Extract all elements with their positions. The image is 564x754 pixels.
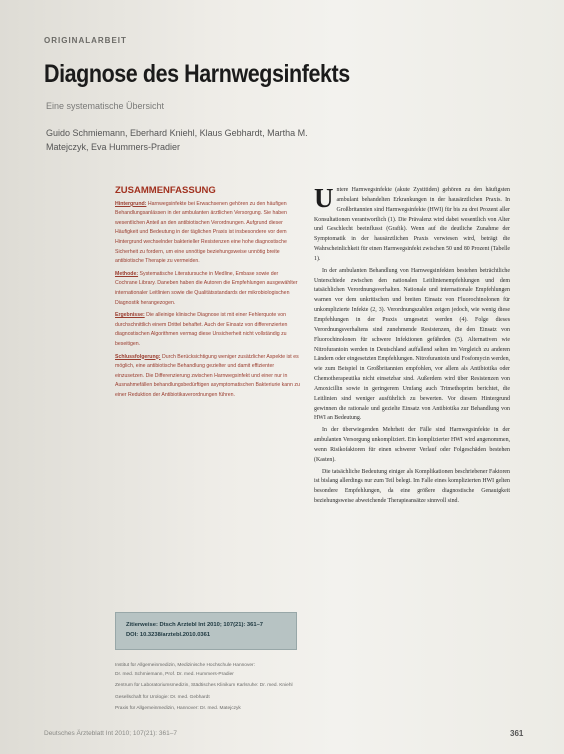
body-paragraph: ntere Harnwegsinfekte (akute Zystitiden) gehören zu den häufigsten ambulant behandelten Erkrankungen in der hausärztlichen Praxis. In Großbritannien sind Harnwegsinfekte (HWI) für bis zu drei Prozent aller Konsultationen verantwortlich (1). Die Prävalenz wird dabei wesentlich von Alter und Geschlecht beeinflusst (Grafik). Wenn auf die deutliche Zunahme der Symptomatik in der hausärztlichen Praxis verwiesen wird, beträgt die Wahrscheinlichkeit für einen Harnwegsinfekt zwischen 50 und 80 Prozent (Tabelle 1). <box>314 187 510 262</box>
affiliations <box>115 662 305 714</box>
abstract-section <box>115 353 300 401</box>
article-title: Diagnose des Harnwegsinfekts <box>44 60 350 88</box>
abstract-box <box>115 186 300 403</box>
citation-box <box>115 612 297 650</box>
body-paragraph: In der ambulanten Behandlung von Harnwegsinfekten bestehen beträchtliche Unterschiede zwischen den nationalen Leitlinienempfehlungen und dem tatsächlichen Verordnungsverhalten. Nationale und internationale Empfehlungen warnen vor dem unkritischen und breiten Einsatz von Fluorochinolonen für unkomplizierte Infekte (2, 3). Verordnungszahlen zeigen jedoch, wie wenig diese Empfehlungen in der Praxis umgesetzt werden (4). Folge dieses Verordnungsverhaltens sind zunehmende Resistenzen, die den Einsatz von Fluorochinolonen für schwere Infektionen gefährden (5). Alternativen wie Nitrofurantoin werden in Deutschland auffallend selten im Vergleich zu anderen Ländern oder eingesetzten Empfehlungen. Nitrofurantoin und Fosfomycin werden, wie zum Beispiel in Großbritannien empfohlen, vor allem als Antibiotika oder Chemotherapeutika nicht einsetzbar sind. Außerdem wird über Resistenzen von Amoxicillin sowie in geringerem Umfang auch Trimethoprim berichtet, die Leitlinien sind weniger ausführlich zu bewerten. Vor diesem Hintergrund gewinnen die rationale und gezielte Einsatz von Antibiotika zur Behandlung von HWI an Bedeutung. <box>314 267 510 422</box>
affiliation-line: Zentrum für Laboratoriumsmedizin, Städtisches Klinikum Karlsruhe: Dr. med. Kniehl <box>115 683 293 688</box>
abstract-text: Durch Berücksichtigung weniger zusätzlicher Aspekte ist es möglich, eine antibiotische Behandlung gezielter und damit effizienter einzusetzen. Die Differenzierung zwischen Harnwegsinfekt und einer nur in Ausnahmefällen behandlungsbedürftigen asymptomatischen Bakteriurie kann zu einer Reduktion der Antibiotikaverordnungen führen. <box>115 353 300 398</box>
body-paragraph: In der überwiegenden Mehrheit der Fälle sind Harnwegsinfekte in der ambulanten Versorgung unkompliziert. Ein komplizierter HWI wird angenommen, wenn Risikofaktoren für einen schwerer Verlauf oder Folgeschäden bestehen (Kasten). <box>314 427 510 463</box>
abstract-label: Methode: <box>115 270 139 277</box>
abstract-section <box>115 270 300 308</box>
abstract-text: Systematische Literatursuche in Medline, Embase sowie der Cochrane Library. Daneben haben die Autoren die Empfehlungen ausgewählter internationaler Leitlinien sowie die Qualitätsstandards der mikrobiologischen Diagnostik herangezogen. <box>115 270 298 306</box>
abstract-text: Harnwegsinfekte bei Erwachsenen gehören zu den häufigen Behandlungsanlässen in der ambulanten ärztlichen Versorgung. Sie haben wesentlichen Anteil an den antibiotischen Verordnungen. Aufgrund dieser Häufigkeit und Bedeutung in der täglichen Praxis ist insbesondere vor dem Hintergrund wechselnder bakterieller Resistenzen eine hohe diagnostische Sicherheit zu fordern, um eine unnötige beziehungsweise unnötig breite antibiotische Therapie zu vermeiden. <box>115 200 287 265</box>
abstract-label: Ergebnisse: <box>115 312 145 319</box>
citation-line: Zitierweise: Dtsch Arztebl Int 2010; 107(21): 361–7 <box>126 622 264 628</box>
article-category: ORIGINALARBEIT <box>44 36 127 45</box>
abstract-text: Die alleinige klinische Diagnose ist mit einer Fehlerquote von durchschnittlich einem Drittel behaftet. Auch der Einsatz von differenzierten diagnostischen Algorithmen vermag diese Unsicherheit nicht vollständig zu beseitigen. <box>115 312 288 347</box>
abstract-label: Hintergrund: <box>115 200 147 207</box>
doi-line: DOI: 10.3238/arztebl.2010.0361 <box>126 632 211 638</box>
abstract-section <box>115 200 300 267</box>
abstract-heading: ZUSAMMENFASSUNG <box>115 185 216 196</box>
article-subtitle: Eine systematische Übersicht <box>46 101 165 111</box>
body-text-column <box>314 183 510 507</box>
body-paragraph: Die tatsächliche Bedeutung einiger als Komplikationen beschriebener Faktoren ist bislang allerdings nur zum Teil belegt. Im Falle eines komplizierten HWI gelten besondere Empfehlungen, da eine größere diagnostische Genauigkeit beziehungsweise abweichende Therapieansätze sinnvoll sind. <box>314 468 510 505</box>
abstract-section <box>115 311 300 349</box>
affiliation-line: Dr. med. Schmiemann, Prof. Dr. med. Hummers-Pradier <box>115 671 234 677</box>
affiliation-line: Gesellschaft für Urologie: Dr. med. Gebhardt <box>115 694 210 700</box>
affiliation-line: Institut für Allgemeinmedizin, Medizinische Hochschule Hannover: <box>115 663 255 668</box>
abstract-label: Schlussfolgerung: <box>115 353 161 360</box>
page-number: 361 <box>510 729 524 738</box>
affiliation-line: Praxis für Allgemeinmedizin, Hannover: Dr. med. Matejczyk <box>115 706 241 711</box>
journal-footer: Deutsches Ärzteblatt Int 2010; 107(21): 361–7 <box>44 730 177 737</box>
drop-cap: U <box>314 183 334 213</box>
article-authors: Guido Schmiemann, Eberhard Kniehl, Klaus Gebhardt, Martha M. Matejczyk, Eva Hummers-Pradier <box>46 128 308 152</box>
